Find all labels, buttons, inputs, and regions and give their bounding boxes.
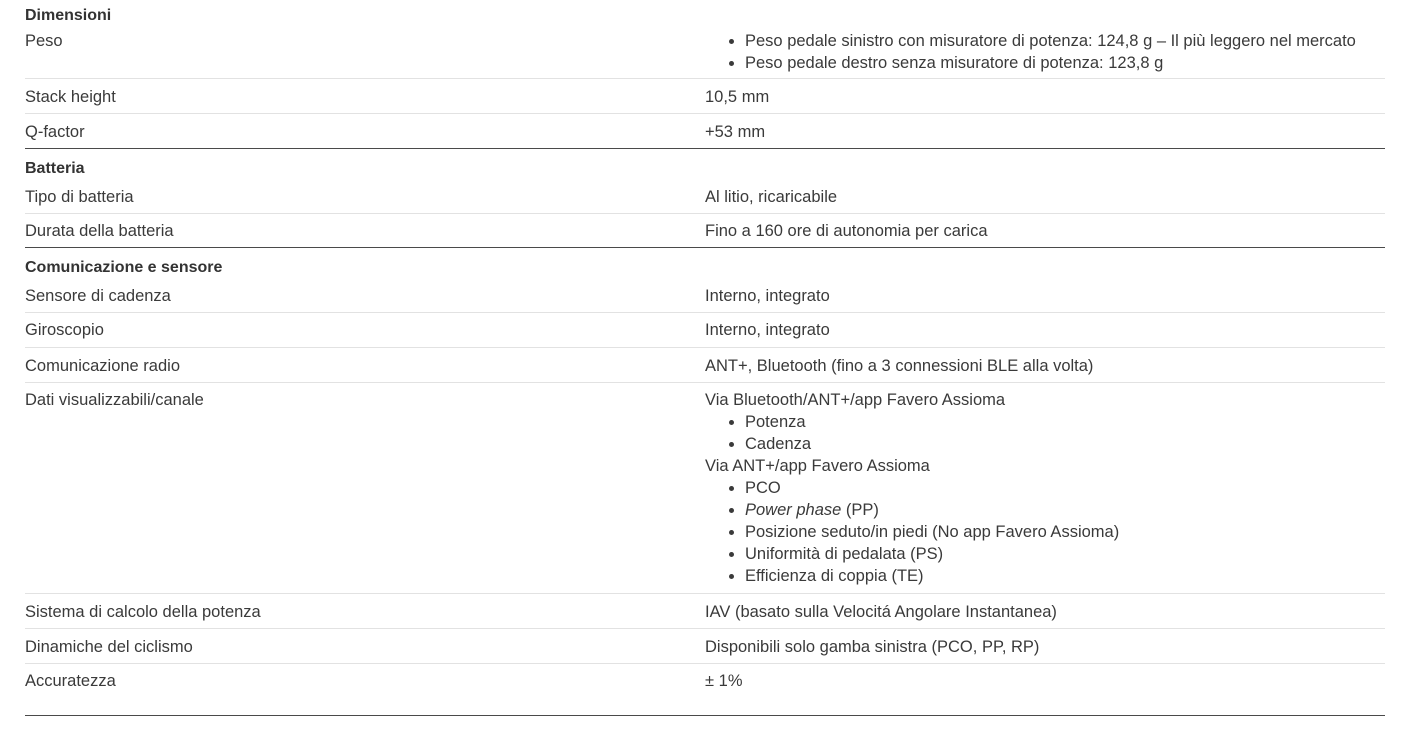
list-item: Cadenza bbox=[745, 433, 1385, 455]
spec-label: Peso bbox=[25, 32, 63, 50]
channel-group-title: Via ANT+/app Favero Assioma bbox=[705, 457, 930, 475]
spec-value: Fino a 160 ore di autonomia per carica bbox=[705, 222, 988, 240]
spec-value: IAV (basato sulla Velocitá Angolare Instantanea) bbox=[705, 603, 1057, 621]
list-item: Potenza bbox=[745, 411, 1385, 433]
list-item-text: (PP) bbox=[841, 501, 879, 519]
spec-label: Accuratezza bbox=[25, 672, 116, 690]
spec-value: Disponibili solo gamba sinistra (PCO, PP, RP) bbox=[705, 638, 1040, 656]
spec-row-giroscopio bbox=[25, 313, 1385, 348]
spec-value: 10,5 mm bbox=[705, 88, 770, 106]
list-item: Peso pedale sinistro con misuratore di potenza: 124,8 g – Il più leggero nel mercato bbox=[745, 30, 1385, 52]
list-item-italic-text: Power phase bbox=[745, 501, 842, 519]
spec-label: Dati visualizzabili/canale bbox=[25, 391, 204, 409]
section-title-comunicazione: Comunicazione e sensore bbox=[25, 259, 223, 276]
spec-value: Al litio, ricaricabile bbox=[705, 188, 838, 206]
section-title-dimensioni: Dimensioni bbox=[25, 7, 112, 24]
spec-label: Stack height bbox=[25, 88, 116, 106]
table-bottom-divider bbox=[25, 715, 1385, 716]
spec-label: Giroscopio bbox=[25, 321, 104, 339]
list-item bbox=[745, 499, 1385, 521]
spec-row-comunicazione-radio bbox=[25, 348, 1385, 383]
spec-value: +53 mm bbox=[705, 123, 766, 141]
spec-row-stack-height bbox=[25, 79, 1385, 114]
spec-row-dati-visualizzabili bbox=[25, 383, 1385, 594]
bullet-list bbox=[717, 30, 1385, 74]
spec-label: Dinamiche del ciclismo bbox=[25, 638, 193, 656]
spec-row-dinamiche-ciclismo bbox=[25, 629, 1385, 664]
list-item: Efficienza di coppia (TE) bbox=[745, 565, 1385, 587]
spec-row-sensore-cadenza bbox=[25, 278, 1385, 313]
spec-value: Interno, integrato bbox=[705, 321, 830, 339]
spec-label: Tipo di batteria bbox=[25, 188, 134, 206]
list-item: Uniformità di pedalata (PS) bbox=[745, 543, 1385, 565]
spec-label: Sistema di calcolo della potenza bbox=[25, 603, 261, 621]
spec-row-durata-batteria bbox=[25, 214, 1385, 248]
list-item: Peso pedale destro senza misuratore di potenza: 123,8 g bbox=[745, 52, 1385, 74]
spec-row-tipo-batteria bbox=[25, 179, 1385, 214]
spec-row-q-factor bbox=[25, 114, 1385, 149]
spec-label: Sensore di cadenza bbox=[25, 287, 171, 305]
bullet-list bbox=[717, 411, 1385, 455]
spec-table bbox=[25, 0, 1385, 697]
spec-label: Durata della batteria bbox=[25, 222, 174, 240]
spec-value: Interno, integrato bbox=[705, 287, 830, 305]
spec-value: ANT+, Bluetooth (fino a 3 connessioni BLE alla volta) bbox=[705, 357, 1094, 375]
spec-value: ± 1% bbox=[705, 672, 743, 690]
spec-row-peso bbox=[25, 17, 1385, 79]
spec-value bbox=[705, 389, 1385, 587]
bullet-list bbox=[717, 477, 1385, 587]
list-item: PCO bbox=[745, 477, 1385, 499]
spec-row-sistema-calcolo bbox=[25, 594, 1385, 629]
spec-value bbox=[705, 30, 1385, 74]
section-title-batteria: Batteria bbox=[25, 160, 85, 177]
list-item: Posizione seduto/in piedi (No app Favero Assioma) bbox=[745, 521, 1385, 543]
channel-group-title: Via Bluetooth/ANT+/app Favero Assioma bbox=[705, 391, 1006, 409]
spec-row-accuratezza bbox=[25, 664, 1385, 697]
spec-label: Comunicazione radio bbox=[25, 357, 181, 375]
spec-label: Q-factor bbox=[25, 123, 85, 141]
